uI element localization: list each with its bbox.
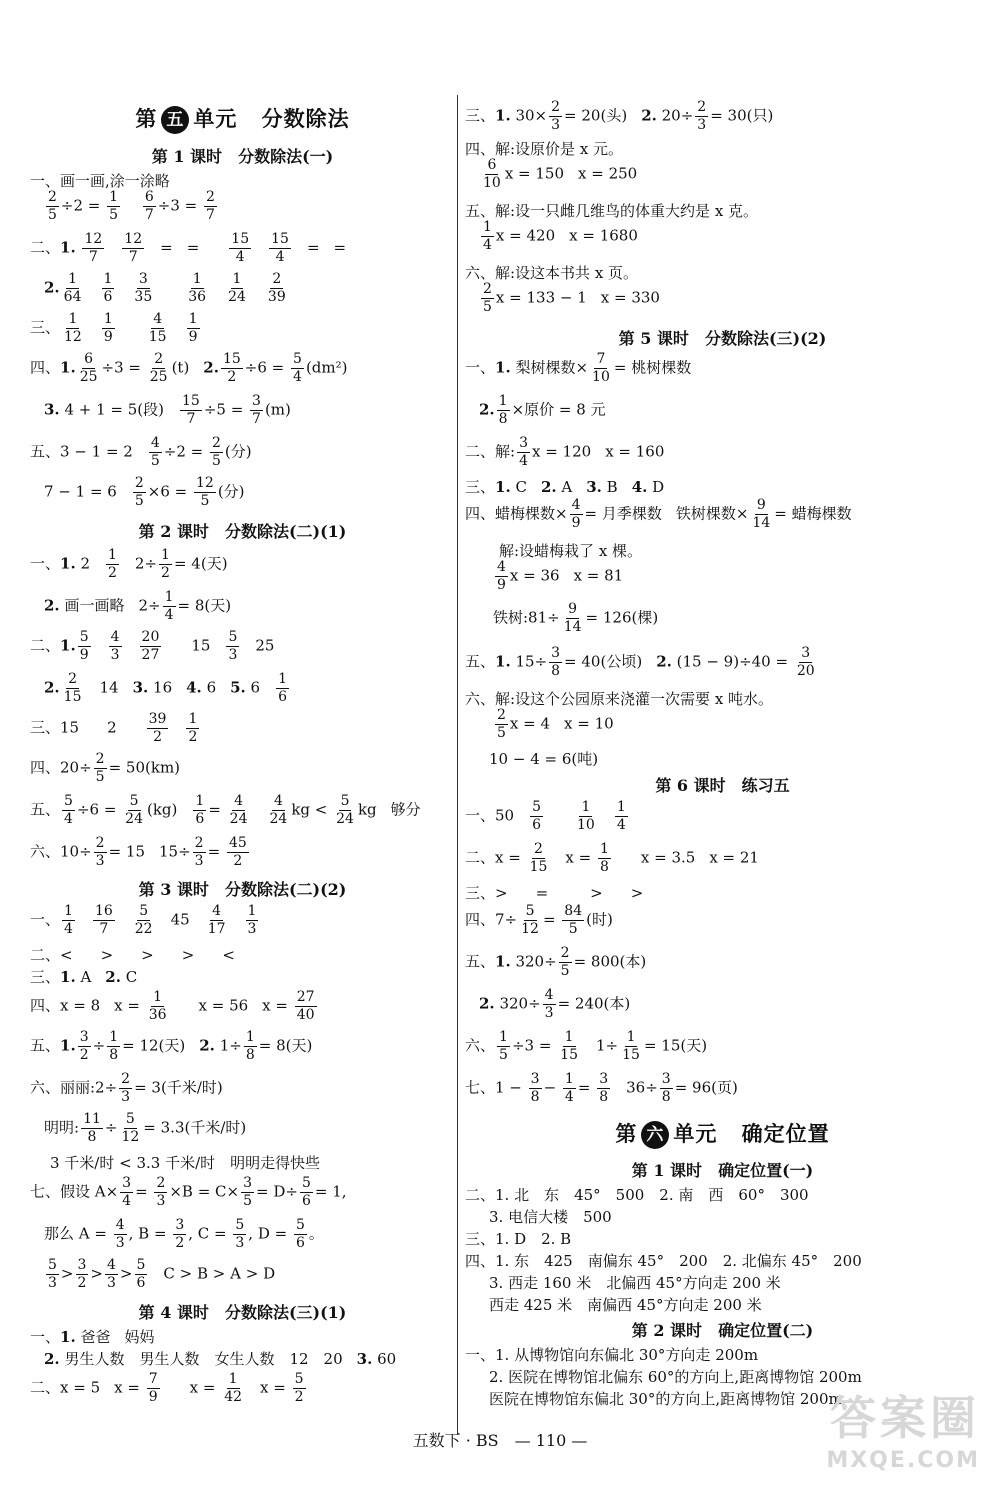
answer-line: 五、1. 320÷ $\frac{2}{5}$ = 800(本) [465, 945, 647, 979]
answer-line: 一、1. 从博物馆向东偏北 30°方向走 200m [465, 1346, 759, 1364]
unit-suffix: 单元 [193, 107, 238, 131]
lesson-title: 练习五 [741, 776, 790, 795]
answer-line: 五、1. $\frac{3}{2}$ ÷ $\frac{1}{8}$ = 12(天) 2. 1÷ $\frac{1}{8}$ = 8(天) [30, 1029, 313, 1063]
answer-line: 西走 425 米 南偏西 45°方向走 200 米 [489, 1296, 762, 1314]
answer-line: 六、 $\frac{1}{5}$ ÷3 = $\frac{1}{15}$ 1÷ $\frac{1}{15}$ = 15(天) [465, 1029, 708, 1063]
answer-line: 四、解:设原价是 x 元。 [465, 140, 624, 158]
answer-line: 2. 画一画略 2÷ $\frac{1}{4}$ = 8(天) [44, 589, 232, 623]
unit-prefix: 第 [135, 107, 158, 131]
lesson-title: 分数除法(二)(2) [224, 880, 347, 899]
lesson-heading [30, 1300, 455, 1323]
answer-line: 五、1. 15÷ $\frac{3}{8}$ = 40(公顷) 2. (15 − 9)÷40 = $\frac{3}{20}$ [465, 645, 815, 679]
unit-number-badge: 六 [641, 1121, 669, 1149]
answer-line: 三、1. C 2. A 3. B 4. D [465, 478, 665, 496]
lesson-label: 第 1 课时 [151, 147, 223, 166]
answer-line: 2. $\frac{1}{8}$ ×原价 = 8 元 [479, 393, 606, 427]
answer-line: 医院在博物馆东偏北 30°的方向上,距离博物馆 200m [489, 1390, 843, 1408]
answer-line: $\frac{2}{5}$ x = 133 − 1 x = 330 [483, 281, 660, 315]
answer-line: 7 − 1 = 6 $\frac{2}{5}$ ×6 = $\frac{12}{5}$ (分) [44, 475, 245, 509]
answer-line: 二、x = $\frac{2}{15}$ x = $\frac{1}{8}$ x = 3.5 x = 21 [465, 841, 759, 875]
watermark-logo-text: 答案圈 [830, 1391, 980, 1445]
answer-line: 七、假设 A× $\frac{3}{4}$ = $\frac{2}{3}$ ×B = C× $\frac{3}{5}$ = D÷ $\frac{5}{6}$ = 1, [30, 1175, 347, 1209]
answer-line: 2. 医院在博物馆北偏东 60°的方向上,距离博物馆 200m [489, 1368, 862, 1386]
unit-heading [30, 103, 455, 134]
answer-line: 三、15 2 $\frac{39}{2}$ $\frac{1}{2}$ [30, 711, 198, 745]
answer-line: $\frac{5}{3}$ > $\frac{3}{2}$ > $\frac{4}{3}$ > $\frac{5}{6}$ C > B > A > D [48, 1257, 276, 1291]
answer-line: 二、< > > > < [30, 946, 235, 964]
lesson-title: 确定位置(二) [718, 1321, 814, 1340]
answer-line: 二、x = 5 x = $\frac{7}{9}$ x = $\frac{1}{42}$ x = $\frac{5}{2}$ [30, 1371, 304, 1405]
lesson-label: 第 2 课时 [631, 1321, 703, 1340]
lesson-heading [30, 519, 455, 542]
answer-line: 三、1. D 2. B [465, 1230, 572, 1248]
answer-line: 二、1. $\frac{5}{9}$ $\frac{4}{3}$ $\frac{20}{27}$ 15 $\frac{5}{3}$ 25 [30, 629, 275, 663]
unit-suffix: 单元 [673, 1122, 718, 1146]
lesson-title: 分数除法(三)(1) [224, 1303, 347, 1322]
answer-line: $\frac{6}{10}$ x = 150 x = 250 [483, 157, 638, 191]
answer-line: 那么 A = $\frac{4}{3}$ , B = $\frac{3}{2}$ , C = $\frac{5}{3}$ , D = $\frac{5}{6}$ 。 [44, 1217, 324, 1251]
lesson-label: 第 3 课时 [138, 880, 209, 899]
answer-line: 七、1 − $\frac{3}{8}$ − $\frac{1}{4}$ = $\frac{3}{8}$ 36÷ $\frac{3}{8}$ = 96(页) [465, 1071, 738, 1105]
lesson-heading [30, 144, 455, 167]
answer-line: $\frac{4}{9}$ x = 36 x = 81 [497, 559, 624, 593]
unit-title: 分数除法 [261, 107, 350, 131]
lesson-title: 分数除法(三)(2) [704, 329, 827, 348]
lesson-heading [465, 326, 980, 349]
lesson-label: 第 1 课时 [631, 1161, 703, 1180]
unit-heading [465, 1118, 980, 1149]
answer-line: 3. 电信大楼 500 [489, 1208, 612, 1226]
answer-line: 铁树:81÷ $\frac{9}{14}$ = 126(棵) [493, 601, 659, 635]
watermark-domain: MXQE.COM [826, 1448, 980, 1473]
answer-line: 四、x = 8 x = $\frac{1}{36}$ x = 56 x = $\frac{27}{40}$ [30, 989, 315, 1023]
answer-line: 一、50 $\frac{5}{6}$ $\frac{1}{10}$ $\frac{1}{4}$ [465, 799, 626, 833]
answer-line: 二、1. $\frac{12}{7}$ $\frac{12}{7}$ = = $\frac{15}{4}$ $\frac{15}{4}$ = = [30, 231, 347, 265]
lesson-heading [465, 1318, 980, 1341]
answer-line: 2. $\frac{1}{64}$ $\frac{1}{6}$ $\frac{3}{35}$ $\frac{1}{36}$ $\frac{1}{24}$ $\frac{2}{39}$ [44, 271, 286, 305]
answer-line: 10 − 4 = 6(吨) [489, 750, 599, 768]
answer-line: 一、1. 爸爸 妈妈 [30, 1328, 155, 1346]
answer-line: 二、1. 北 东 45° 500 2. 南 西 60° 300 [465, 1186, 809, 1204]
unit-prefix: 第 [615, 1122, 638, 1146]
answer-line: 明明: $\frac{11}{8}$ ÷ $\frac{5}{12}$ = 3.3(千米/时) [44, 1111, 247, 1145]
unit-title: 确定位置 [741, 1122, 830, 1146]
answer-line: 五、解:设一只雌几维鸟的体重大约是 x 克。 [465, 202, 759, 220]
lesson-heading [465, 773, 980, 796]
answer-line: $\frac{1}{4}$ x = 420 x = 1680 [483, 219, 638, 253]
answer-line: 一、1. 2 $\frac{1}{2}$ 2÷ $\frac{1}{2}$ = 4(天) [30, 547, 228, 581]
lesson-label: 第 5 课时 [618, 329, 689, 348]
answer-line: $\frac{2}{5}$ ÷2 = $\frac{1}{5}$ $\frac{6}{7}$ ÷3 = $\frac{2}{7}$ [48, 189, 215, 223]
answer-line: 三、 $\frac{1}{12}$ $\frac{1}{9}$ $\frac{4}{15}$ $\frac{1}{9}$ [30, 311, 198, 345]
answer-line: 四、1. $\frac{6}{25}$ ÷3 = $\frac{2}{25}$ (t) 2. $\frac{15}{2}$ ÷6 = $\frac{5}{4}$ (dm²) [30, 351, 348, 385]
answer-line: 2. 男生人数 男生人数 女生人数 12 20 3. 60 [44, 1350, 397, 1368]
answer-line: 六、解:设这本书共 x 页。 [465, 264, 639, 282]
answer-line: 三、1. A 2. C [30, 968, 138, 986]
column-divider [457, 95, 458, 1435]
answer-line: 三、1. 30× $\frac{2}{3}$ = 20(头) 2. 20÷ $\frac{2}{3}$ = 30(只) [465, 99, 774, 133]
answer-line: 五、 $\frac{5}{4}$ ÷6 = $\frac{5}{24}$ (kg) $\frac{1}{6}$ = $\frac{4}{24}$ $\frac{4}{24}$ kg < $\frac{5}{24}$ kg 够分 [30, 793, 421, 827]
watermark [826, 1382, 980, 1473]
answer-line: 2. $\frac{2}{15}$ 14 3. 16 4. 6 5. 6 $\frac{1}{6}$ [44, 671, 288, 705]
answer-line: 3. 4 + 1 = 5(段) $\frac{15}{7}$ ÷5 = $\frac{3}{7}$ (m) [44, 393, 291, 427]
answer-line: 2. 320÷ $\frac{4}{3}$ = 240(本) [479, 987, 631, 1021]
answer-line: 六、丽丽:2÷ $\frac{2}{3}$ = 3(千米/时) [30, 1071, 223, 1105]
answer-line: 四、7÷ $\frac{5}{12}$ = $\frac{84}{5}$ (时) [465, 903, 613, 937]
answer-line: $\frac{2}{5}$ x = 4 x = 10 [497, 707, 614, 741]
lesson-label: 第 6 课时 [655, 776, 726, 795]
answer-line: 一、 $\frac{1}{4}$ $\frac{16}{7}$ $\frac{5}{22}$ 45 $\frac{4}{17}$ $\frac{1}{3}$ [30, 903, 257, 937]
answer-line: 五、3 − 1 = 2 $\frac{4}{5}$ ÷2 = $\frac{2}{5}$ (分) [30, 435, 252, 469]
answer-line: 四、1. 东 425 南偏东 45° 200 2. 北偏东 45° 200 [465, 1252, 862, 1270]
answer-line: 一、1. 梨树棵数× $\frac{7}{10}$ = 桃树棵数 [465, 351, 692, 385]
answer-line: 四、20÷ $\frac{2}{5}$ = 50(km) [30, 751, 181, 785]
answer-line: 四、蜡梅棵数× $\frac{4}{9}$ = 月季棵数 铁树棵数× $\frac{9}{14}$ = 蜡梅棵数 [465, 497, 852, 531]
answer-line: 六、解:设这个公园原来浇灌一次需要 x 吨水。 [465, 690, 774, 708]
lesson-title: 确定位置(一) [718, 1161, 814, 1180]
lesson-heading [465, 1158, 980, 1181]
answer-line: 三、> = > > [465, 884, 644, 902]
lesson-heading [30, 877, 455, 900]
answer-line: 3. 西走 160 米 北偏西 45°方向走 200 米 [489, 1274, 781, 1292]
lesson-title: 分数除法(一) [238, 147, 334, 166]
lesson-label: 第 4 课时 [138, 1303, 209, 1322]
page-footer: 五数下 · BS — 110 — [412, 1431, 588, 1450]
answer-line: 解:设蜡梅栽了 x 棵。 [499, 542, 643, 560]
answer-line: 一、画一画,涂一涂略 [30, 172, 170, 190]
answer-line: 二、解: $\frac{3}{4}$ x = 120 x = 160 [465, 435, 665, 469]
lesson-title: 分数除法(二)(1) [224, 522, 347, 541]
answer-line: 3 千米/时 < 3.3 千米/时 明明走得快些 [50, 1154, 321, 1172]
lesson-label: 第 2 课时 [138, 522, 209, 541]
unit-number-badge: 五 [161, 106, 189, 134]
answer-text: 男生人数 男生人数 女生人数 12 20 [64, 1350, 343, 1368]
answer-line: 六、10÷ $\frac{2}{3}$ = 15 15÷ $\frac{2}{3}$ = $\frac{45}{2}$ [30, 835, 247, 869]
